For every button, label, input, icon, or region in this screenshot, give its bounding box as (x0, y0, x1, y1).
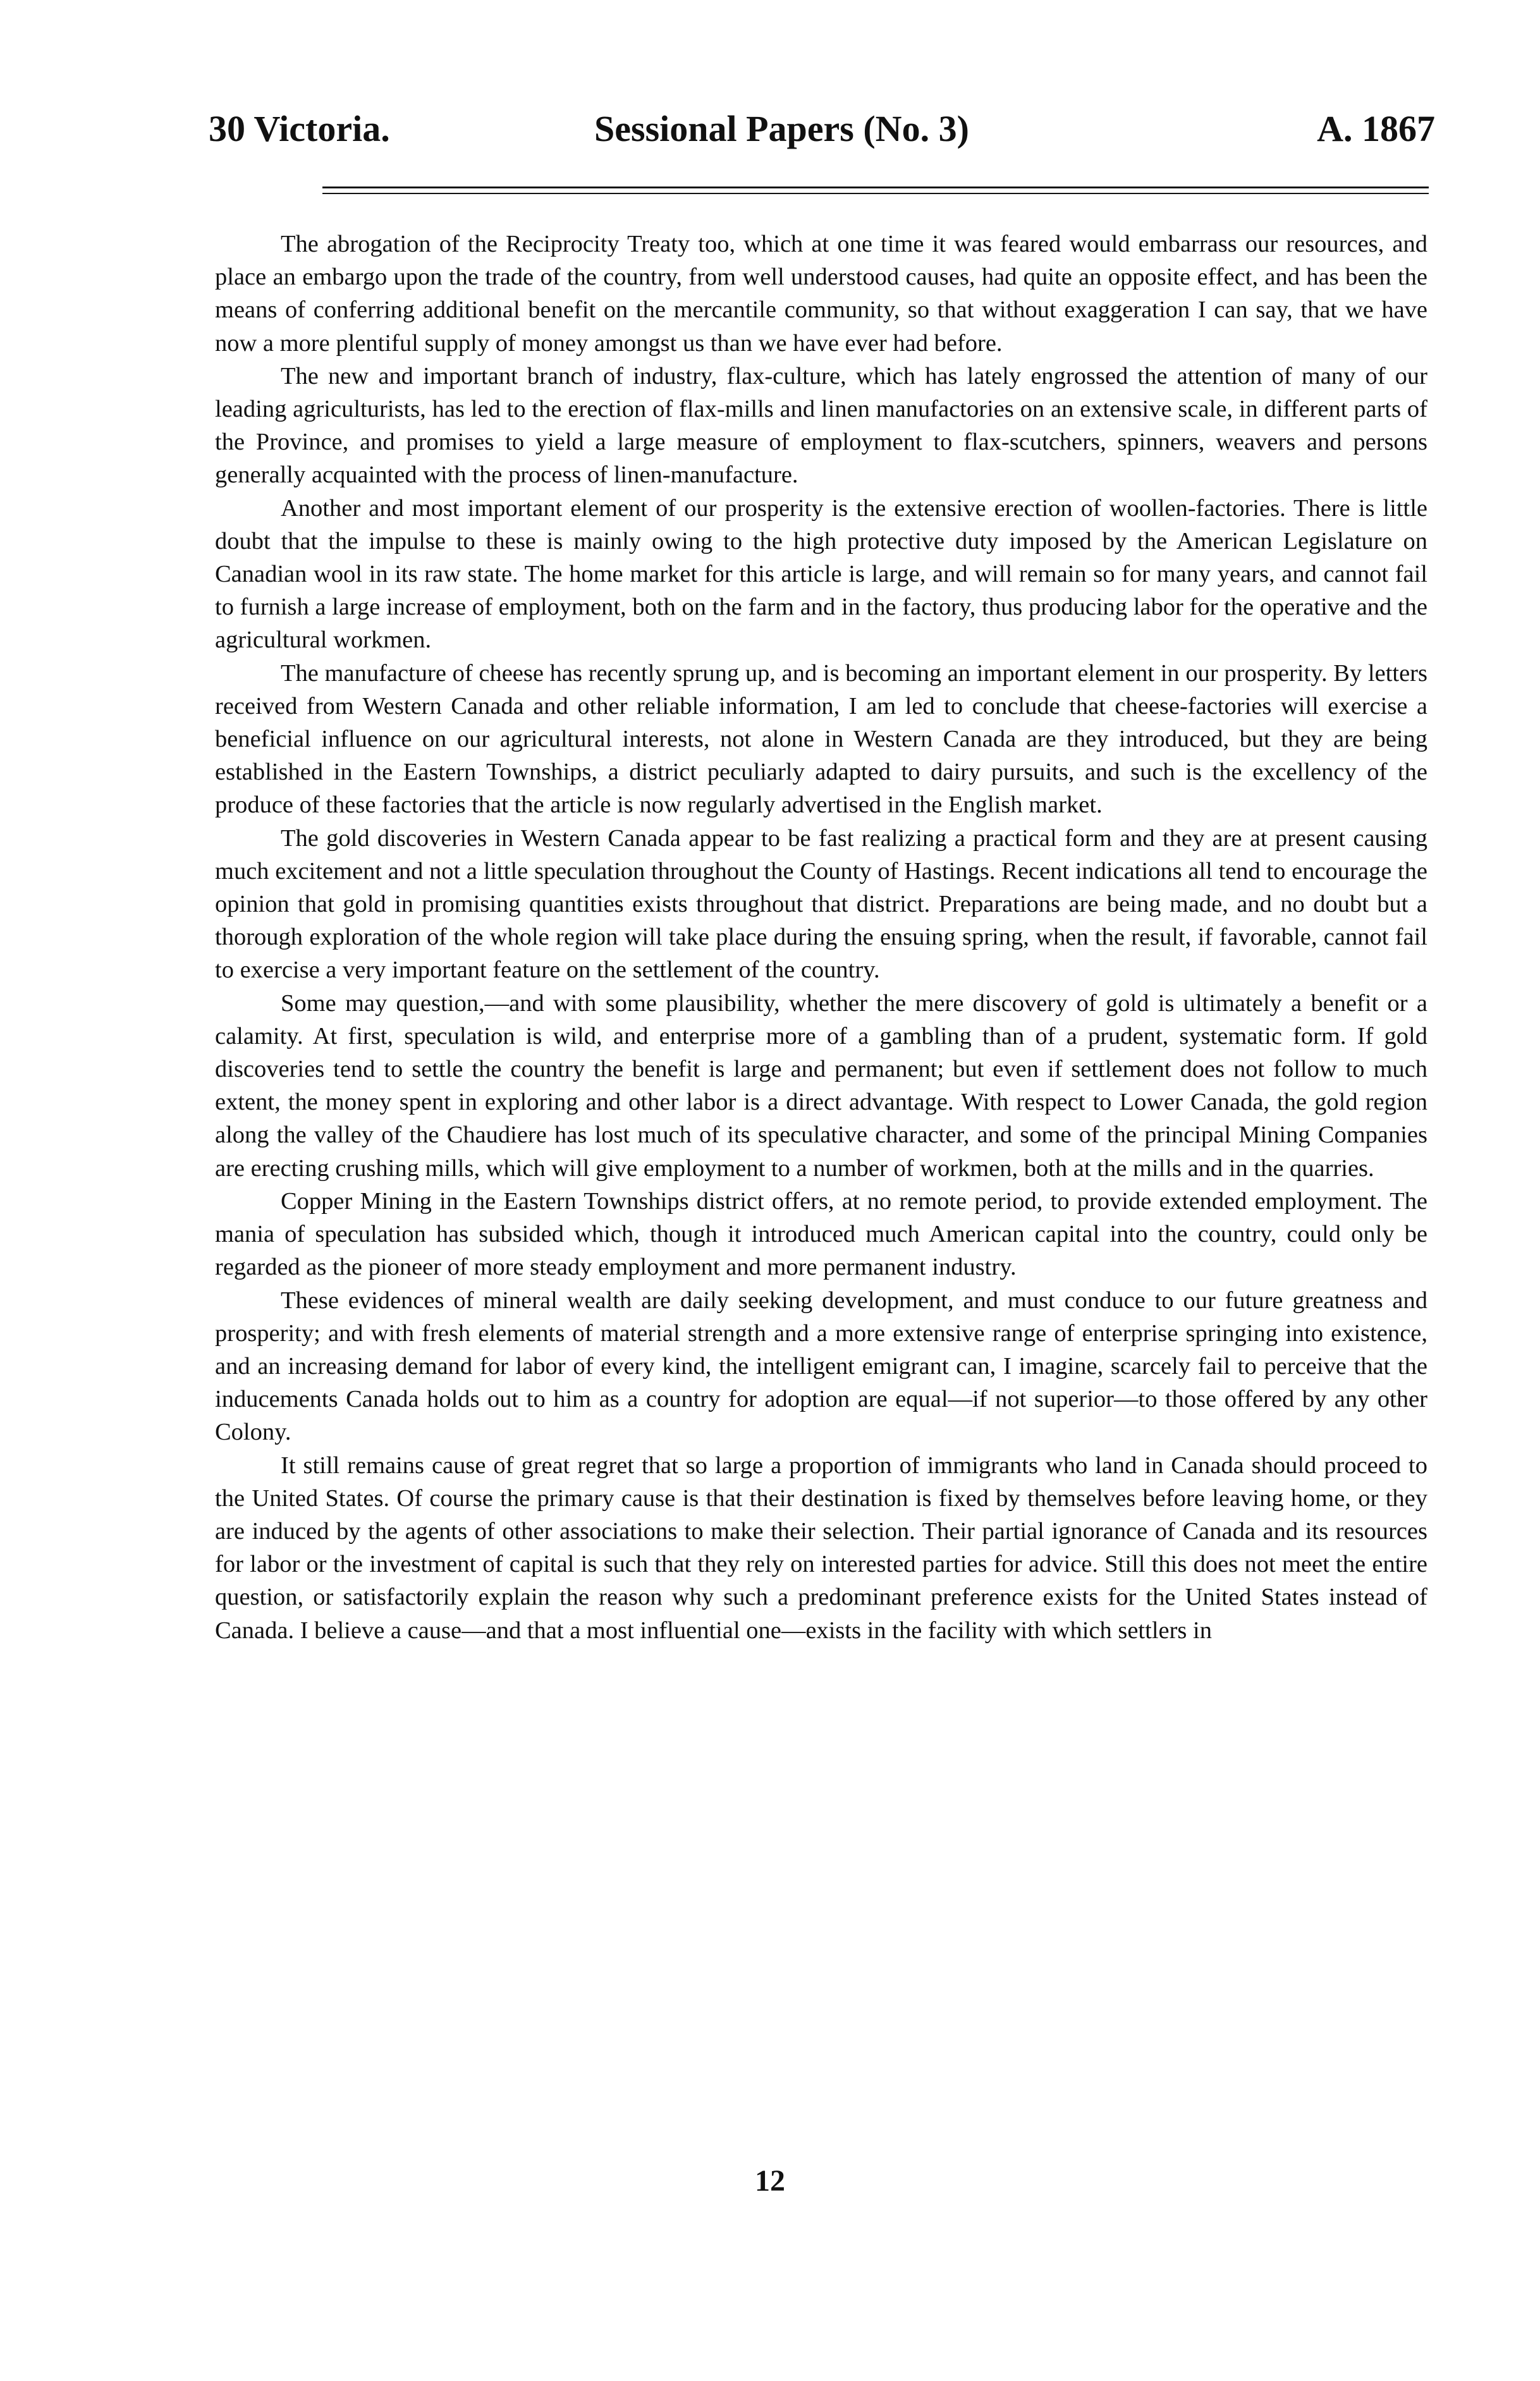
paragraph-reciprocity-treaty: The abrogation of the Reciprocity Treaty too, which at one time it was feared would embarrass our resources, and place an embargo upon the trade of the country, from well understood causes, had quite an opposite effect, and has been the means of conferring additional benefit on the mercantile community, so that without exaggeration I can say, that we have now a more plentiful supply of money amongst us than we have ever had before. (215, 231, 1427, 357)
header-title: Sessional Papers (No. 3) (594, 108, 969, 149)
paragraph-copper-mining: Copper Mining in the Eastern Townships district offers, at no remote period, to provide extended employment. The mania of speculation has subsided which, though it introduced much American capital into the country, could only be regarded as the pioneer of more steady employment and more permanent industry. (215, 1187, 1427, 1281)
header-year: A. 1867 (1317, 108, 1435, 149)
paragraph-woollen-factories: Another and most important element of our prosperity is the extensive erection of woollen-factories. There is little doubt that the impulse to these is mainly owing to the high protective duty imposed by the American Legislature on Canadian wool in its raw state. The home market for this article is large, and will remain so for many years, and cannot fail to furnish a large increase of employment, both on the farm and in the factory, thus producing labor for the operative and the agricultural workmen. (215, 494, 1427, 654)
page-number: 12 (755, 2164, 785, 2198)
header-rule-bottom (322, 193, 1429, 194)
header-rule-top (322, 187, 1429, 188)
body-text (215, 228, 1427, 1647)
header-volume: 30 Victoria. (209, 108, 390, 149)
paragraph-flax-culture: The new and important branch of industry, flax-culture, which has lately engrossed the attention of many of our leading agriculturists, has led to the erection of flax-mills and linen manufactories on an extensive scale, in different parts of the Province, and promises to yield a large measure of employment to flax-scutchers, spinners, weavers and persons generally acquainted with the process of linen-manufacture. (215, 362, 1427, 489)
paragraph-cheese-manufacture: The manufacture of cheese has recently sprung up, and is becoming an important element in our prosperity. By letters received from Western Canada and other reliable information, I am led to conclude that cheese-factories will exercise a beneficial influence on our agricultural interests, not alone in Western Canada are they introduced, but they are being established in the Eastern Townships, a district peculiarly adapted to dairy pursuits, and such is the excellency of the produce of these factories that the article is now regularly advertised in the English market. (215, 659, 1427, 819)
paragraph-gold-question: Some may question,—and with some plausibility, whether the mere discovery of gold is ultimately a benefit or a calamity. At first, speculation is wild, and enterprise more of a gambling than of a prudent, systematic form. If gold discoveries tend to settle the country the benefit is large and permanent; but even if settlement does not follow to much extent, the money spent in exploring and other labor is a direct advantage. With respect to Lower Canada, the gold region along the valley of the Chaudiere has lost much of its speculative character, and some of the principal Mining Companies are erecting crushing mills, which will give employment to a number of workmen, both at the mills and in the quarries. (215, 989, 1427, 1182)
paragraph-immigrants: It still remains cause of great regret that so large a proportion of immigrants who land in Canada should proceed to the United States. Of course the primary cause is that their destination is fixed by themselves before leaving home, or they are induced by the agents of other associations to make their selection. Their partial ignorance of Canada and its resources for labor or the investment of capital is such that they rely on interested parties for advice. Still this does not meet the entire question, or satisfactorily explain the reason why such a predominant preference exists for the United States instead of Canada. I believe a cause—and that a most influential one—exists in the facility with which settlers in (215, 1452, 1427, 1644)
running-header (209, 107, 1435, 164)
header-double-rule (322, 187, 1429, 195)
paragraph-gold-discoveries: The gold discoveries in Western Canada appear to be fast realizing a practical form and they are at present causing much excitement and not a little speculation throughout the County of Hastings. Recent indications all tend to encourage the opinion that gold in promising quantities exists throughout that district. Preparations are being made, and no doubt but a thorough exploration of the whole region will take place during the ensuing spring, when the result, if favorable, cannot fail to exercise a very important feature on the settlement of the country. (215, 824, 1427, 984)
paragraph-mineral-wealth: These evidences of mineral wealth are daily seeking development, and must conduce to our future greatness and prosperity; and with fresh elements of material strength and a more extensive range of enterprise springing into existence, and an increasing demand for labor of every kind, the intelligent emigrant can, I imagine, scarcely fail to perceive that the inducements Canada holds out to him as a country for adoption are equal—if not superior—to those offered by any other Colony. (215, 1287, 1427, 1446)
